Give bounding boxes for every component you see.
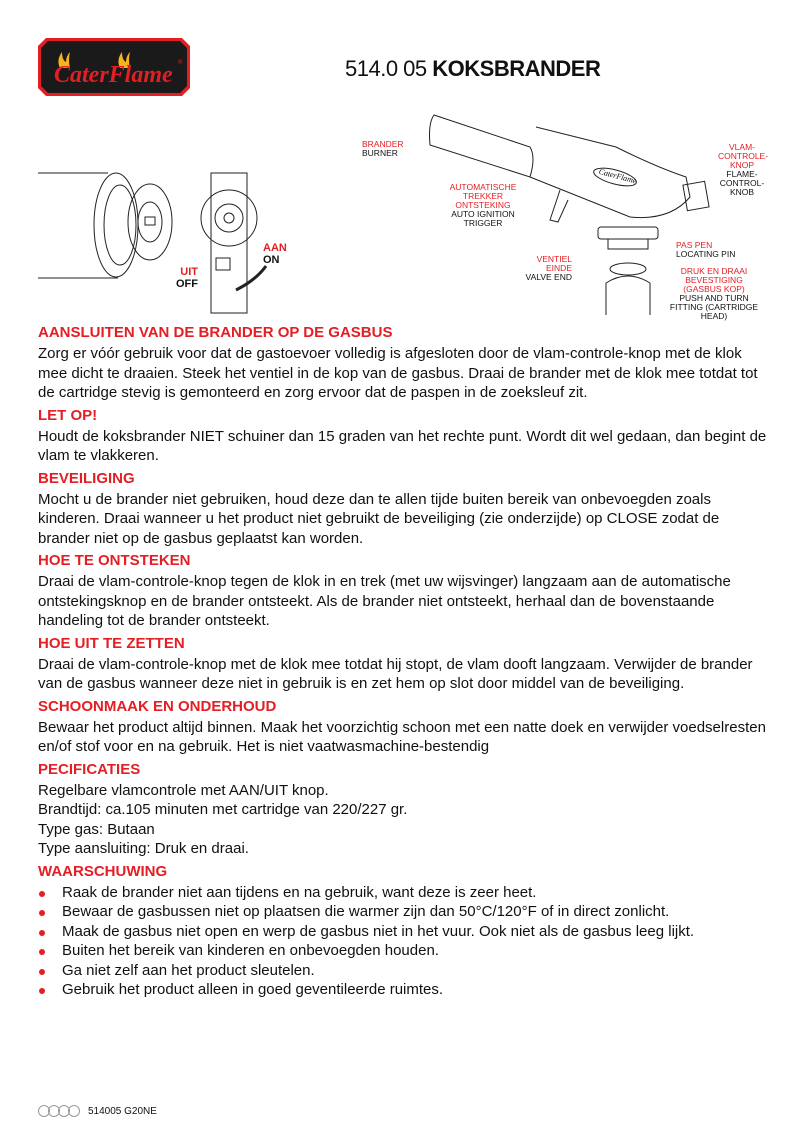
warning-item: Ga niet zelf aan het product sleutelen. bbox=[38, 961, 768, 981]
warning-item: Raak de brander niet aan tijdens en na gebruik, want deze is zeer heet. bbox=[38, 883, 768, 903]
section-heading: BEVEILIGING bbox=[38, 469, 135, 487]
page-title: 514.0 05 KOKSBRANDER bbox=[345, 56, 601, 81]
section-text: Draai de vlam-controle-knop tegen de klok in en trek (met uw wijsvinger) langzaam aan de automatische ontstekingsknop en de brander ontsteekt. Als de brander niet ontsteekt, herhaal dan de bovenstaande handeling tot de brander ontsteekt. bbox=[38, 573, 731, 629]
svg-text:CaterFlame: CaterFlame bbox=[597, 166, 638, 186]
caterflame-logo bbox=[38, 38, 190, 96]
spec-line: Type aansluiting: Druk en draai. bbox=[38, 840, 249, 857]
section-heading: AANSLUITEN VAN DE BRANDER OP DE GASBUS bbox=[38, 324, 393, 341]
spec-line: Type gas: Butaan bbox=[38, 820, 155, 838]
section-text: Mocht u de brander niet gebruiken, houd deze dan te allen tijde buiten bereik van onbevoegden zoals kinderen. Draai wanneer u het product niet gebruikt de beveiliging (zie onderzijde) op CLOSE zodat de brander niet op de gasbus geplaatst kan worden. bbox=[38, 490, 720, 547]
section-heading: HOE TE ONTSTEKEN bbox=[38, 552, 191, 569]
warning-item: Gebruik het product alleen in goed geventileerde ruimtes. bbox=[38, 980, 768, 1000]
warning-item: Maak de gasbus niet open en werp de gasbus niet in het vuur. Ook niet als de gasbus leeg lijkt. bbox=[38, 922, 768, 942]
warning-list bbox=[38, 883, 768, 1000]
spec-line: Brandtijd: ca.105 minuten met cartridge van 220/227 gr. bbox=[38, 801, 408, 818]
instructions bbox=[38, 320, 768, 1000]
footer-code: 514005 G20NE bbox=[88, 1105, 157, 1117]
svg-text:®: ® bbox=[178, 60, 183, 66]
warning-heading: WAARSCHUWING bbox=[38, 862, 168, 880]
section-text: Draai de vlam-controle-knop met de klok mee totdat hij stopt, de vlam dooft langzaam. Verwijder de brander van de gasbus wanneer deze niet in gebruik is en zet hem op slot door middel van de beveiliging. bbox=[38, 655, 753, 692]
section-heading: LET OP! bbox=[38, 406, 98, 424]
section-text: Bewaar het product altijd binnen. Maak het voorzichtig schoon met een natte doek en verwijder voedselresten en/of stof voor en na gebruik. Het is niet vaatwasmachine-bestendig bbox=[38, 718, 766, 755]
manual-page: CaterFlame ® 514.0 05 KOKSBRANDER AAN ON UIT OFF CaterFlame BRANDER BURNER AUTOMATISCHE TREKKER ONTSTEKING AUTO IGNITION TRIGGER VLAM-CONTROLE-KNOP FLAME-CONTROL-KNOB PAS PEN LOCATING PIN VENTIEL EINDE VALVE END DRUK EN DRAAI BEVESTIGING (GASBUS KOP) PUSH AND TURN FITTING (CARTRIDGE HEAD) AANSLUITEN VAN DE BRANDER OP DE GASBUS Zorg er vóór gebruik voor dat de gastoevoer volledig is afgesloten door de vlam-controle-knop met de klok mee dicht te draaien. Steek het ventiel in de kop van de gasbus. Draai de brander met de klok mee totdat tot de cartridge stevig is gemonteerd en zorg ervoor dat de paspen in de zoeksleuf zit. LET OP! Houdt de koksbrander NIET schuiner dan 15 graden van het rechte punt. Wordt dit wel gedaan, dan begint de vlam te vlakkeren. BEVEILIGING Mocht u de brander niet gebruiken, houd deze dan te allen tijde buiten bereik van onbevoegden zoals kinderen. Draai wanneer u het product niet gebruikt de beveiliging (zie onderzijde) op CLOSE zodat de brander niet op de gasbus geplaatst kan worden. HOE TE ONTSTEKEN Draai de vlam-controle-knop tegen de klok in en trek (met uw wijsvinger) langzaam aan de automatische ontstekingsknop en de brander ontsteekt. Als de brander niet ontsteekt, herhaal dan de bovenstaande handeling tot de brander ontsteekt. HOE UIT TE ZETTEN Draai de vlam-controle-knop met de klok mee totdat hij stopt, de vlam dooft langzaam. Verwijder de brander van de gasbus wanneer deze niet in gebruik is en zet hem op slot door middel van de beveiliging. SCHOONMAAK EN ONDERHOUD Bewaar het product altijd binnen. Maak het voorzichtig schoon met een natte doek en verwijder voedselresten en/of stof voor en na gebruik. Het is niet vaatwasmachine-bestendig PECIFICATIES Regelbare vlamcontrole met AAN/UIT knop. Brandtijd: ca.105 minuten met cartridge van 220/227 gr. Type gas: Butaan Type aansluiting: Druk en draai. WAARSCHUWING Raak de brander niet aan tijdens en na gebruik, want deze is zeer heet. Bewaar de gasbussen niet op plaatsen die warmer zijn dan 50°C/120°F of in direct zonlicht. Maak de gasbus niet open en werp de gasbus niet in het vuur. Ook niet als de gasbus leeg lijkt. Buiten het bereik van kinderen en onbevoegden houden. Ga niet zelf aan het product sleutelen. Gebruik het product alleen in goed geventileerde ruimtes. 514005 G20NE bbox=[0, 0, 802, 1134]
footer bbox=[38, 1105, 157, 1117]
section-text: Houdt de koksbrander NIET schuiner dan 15 graden van het rechte punt. Wordt dit wel gedaan, dan begint de vlam te vlakkeren. bbox=[38, 427, 767, 464]
spec-line: Regelbare vlamcontrole met AAN/UIT knop. bbox=[38, 781, 329, 799]
rings-icon bbox=[38, 1105, 78, 1117]
svg-text:CaterFlame: CaterFlame bbox=[54, 62, 173, 88]
on-off-diagram bbox=[38, 160, 298, 320]
warning-item: Buiten het bereik van kinderen en onbevoegden houden. bbox=[38, 941, 768, 961]
section-heading: SCHOONMAAK EN ONDERHOUD bbox=[38, 697, 277, 715]
section-heading: HOE UIT TE ZETTEN bbox=[38, 634, 185, 652]
warning-item: Bewaar de gasbussen niet op plaatsen die warmer zijn dan 50°C/120°F of in direct zonlicht. bbox=[38, 902, 768, 922]
specs-heading: PECIFICATIES bbox=[38, 760, 141, 778]
section-text: Zorg er vóór gebruik voor dat de gastoevoer volledig is afgesloten door de vlam-controle-knop met de klok mee dicht te draaien. Steek het ventiel in de kop van de gasbus. Draai de brander met de klok mee totdat tot de cartridge stevig is gemonteerd en zorg ervoor dat de paspen in de zoeksleuf zit. bbox=[38, 345, 758, 401]
